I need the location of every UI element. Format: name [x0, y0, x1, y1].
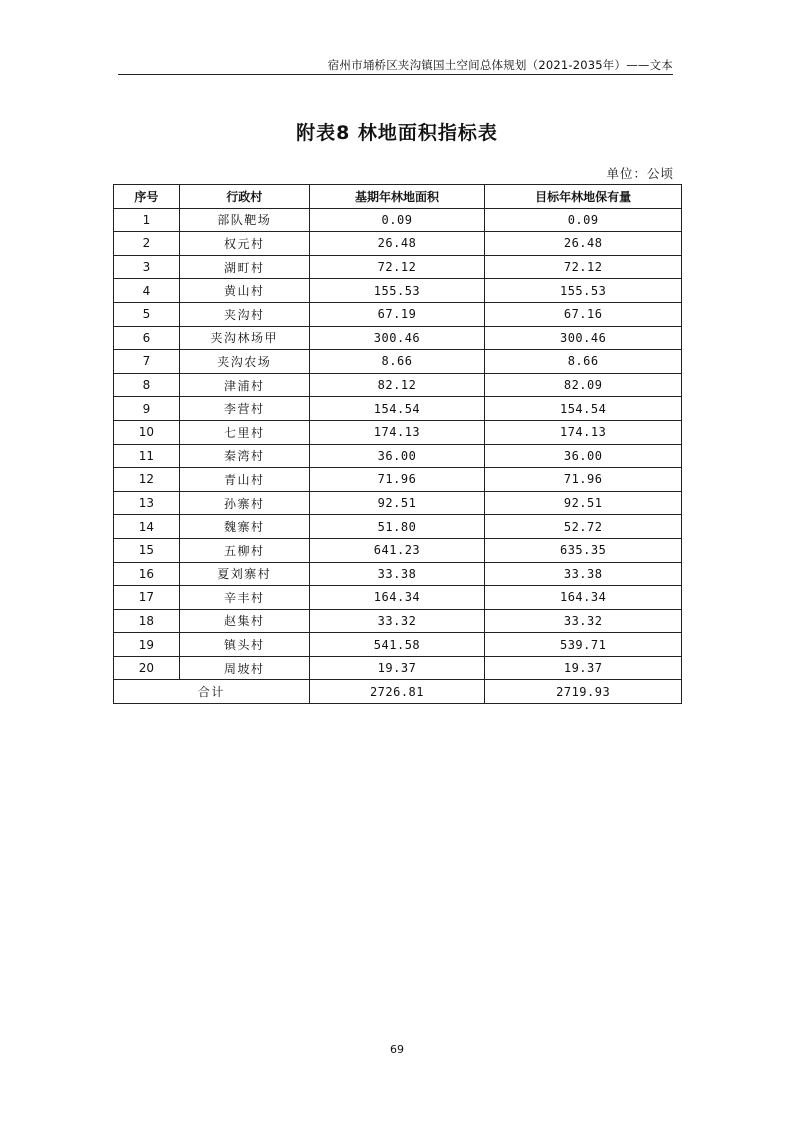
row-village-name: 孙寨村 — [179, 491, 309, 515]
row-number: 3 — [114, 255, 180, 279]
row-village-name: 魏寨村 — [179, 515, 309, 539]
row-base-area: 92.51 — [309, 491, 485, 515]
row-base-area: 67.19 — [309, 302, 485, 326]
row-target-area: 0.09 — [485, 208, 682, 232]
row-target-area: 539.71 — [485, 633, 682, 657]
row-base-area: 174.13 — [309, 420, 485, 444]
row-base-area: 33.38 — [309, 562, 485, 586]
table-row — [114, 373, 682, 397]
total-label: 合计 — [114, 680, 310, 704]
table-header-row — [114, 185, 682, 209]
row-village-name: 湖町村 — [179, 255, 309, 279]
row-village-name: 权元村 — [179, 232, 309, 256]
total-base-area: 2726.81 — [309, 680, 485, 704]
table-row — [114, 586, 682, 610]
column-header-village: 行政村 — [179, 185, 309, 209]
row-village-name: 七里村 — [179, 420, 309, 444]
row-number: 15 — [114, 538, 180, 562]
row-base-area: 72.12 — [309, 255, 485, 279]
table-body — [114, 208, 682, 680]
row-village-name: 青山村 — [179, 468, 309, 492]
row-base-area: 300.46 — [309, 326, 485, 350]
row-number: 2 — [114, 232, 180, 256]
row-number: 20 — [114, 656, 180, 680]
table-row — [114, 444, 682, 468]
table-row — [114, 515, 682, 539]
header-rule — [118, 74, 673, 75]
row-target-area: 71.96 — [485, 468, 682, 492]
row-target-area: 8.66 — [485, 350, 682, 374]
row-number: 19 — [114, 633, 180, 657]
row-target-area: 174.13 — [485, 420, 682, 444]
row-base-area: 154.54 — [309, 397, 485, 421]
row-number: 18 — [114, 609, 180, 633]
table-row — [114, 538, 682, 562]
forest-area-table — [113, 184, 682, 704]
row-number: 5 — [114, 302, 180, 326]
row-number: 12 — [114, 468, 180, 492]
row-target-area: 33.38 — [485, 562, 682, 586]
row-village-name: 镇头村 — [179, 633, 309, 657]
row-base-area: 36.00 — [309, 444, 485, 468]
row-village-name: 辛丰村 — [179, 586, 309, 610]
row-number: 7 — [114, 350, 180, 374]
row-number: 14 — [114, 515, 180, 539]
row-target-area: 155.53 — [485, 279, 682, 303]
unit-label: 单位：公顷 — [606, 166, 674, 181]
row-village-name: 秦湾村 — [179, 444, 309, 468]
row-village-name: 赵集村 — [179, 609, 309, 633]
table-row — [114, 609, 682, 633]
row-number: 4 — [114, 279, 180, 303]
table-row — [114, 397, 682, 421]
row-target-area: 67.16 — [485, 302, 682, 326]
row-village-name: 周坡村 — [179, 656, 309, 680]
row-base-area: 82.12 — [309, 373, 485, 397]
row-base-area: 8.66 — [309, 350, 485, 374]
row-number: 9 — [114, 397, 180, 421]
column-header-no: 序号 — [114, 185, 180, 209]
row-target-area: 26.48 — [485, 232, 682, 256]
row-number: 10 — [114, 420, 180, 444]
column-header-base-area: 基期年林地面积 — [309, 185, 485, 209]
table-row — [114, 468, 682, 492]
row-village-name: 夹沟农场 — [179, 350, 309, 374]
row-village-name: 夏刘寨村 — [179, 562, 309, 586]
row-village-name: 黄山村 — [179, 279, 309, 303]
row-target-area: 164.34 — [485, 586, 682, 610]
table-row — [114, 562, 682, 586]
row-target-area: 19.37 — [485, 656, 682, 680]
row-village-name: 部队靶场 — [179, 208, 309, 232]
row-base-area: 0.09 — [309, 208, 485, 232]
row-number: 13 — [114, 491, 180, 515]
row-number: 16 — [114, 562, 180, 586]
row-number: 8 — [114, 373, 180, 397]
table-row — [114, 255, 682, 279]
table-row — [114, 350, 682, 374]
row-target-area: 82.09 — [485, 373, 682, 397]
total-target-area: 2719.93 — [485, 680, 682, 704]
row-village-name: 津浦村 — [179, 373, 309, 397]
row-target-area: 300.46 — [485, 326, 682, 350]
table-row — [114, 232, 682, 256]
page-number: 69 — [390, 1043, 404, 1056]
row-target-area: 33.32 — [485, 609, 682, 633]
row-base-area: 155.53 — [309, 279, 485, 303]
table-row — [114, 420, 682, 444]
row-village-name: 五柳村 — [179, 538, 309, 562]
row-base-area: 164.34 — [309, 586, 485, 610]
table-row — [114, 491, 682, 515]
row-base-area: 19.37 — [309, 656, 485, 680]
row-number: 17 — [114, 586, 180, 610]
row-base-area: 51.80 — [309, 515, 485, 539]
row-village-name: 李营村 — [179, 397, 309, 421]
row-base-area: 541.58 — [309, 633, 485, 657]
table-row — [114, 326, 682, 350]
row-number: 11 — [114, 444, 180, 468]
table-row — [114, 208, 682, 232]
row-target-area: 72.12 — [485, 255, 682, 279]
row-base-area: 33.32 — [309, 609, 485, 633]
row-target-area: 92.51 — [485, 491, 682, 515]
table-row — [114, 656, 682, 680]
table-row — [114, 633, 682, 657]
row-base-area: 71.96 — [309, 468, 485, 492]
row-base-area: 26.48 — [309, 232, 485, 256]
running-header: 宿州市埇桥区夹沟镇国土空间总体规划（2021-2035年）——文本 — [327, 58, 673, 72]
row-target-area: 635.35 — [485, 538, 682, 562]
row-village-name: 夹沟林场甲 — [179, 326, 309, 350]
row-number: 1 — [114, 208, 180, 232]
row-target-area: 154.54 — [485, 397, 682, 421]
table-row — [114, 279, 682, 303]
column-header-target-area: 目标年林地保有量 — [485, 185, 682, 209]
row-number: 6 — [114, 326, 180, 350]
table-title: 附表8 林地面积指标表 — [296, 122, 498, 144]
table-total-row — [114, 680, 682, 704]
row-village-name: 夹沟村 — [179, 302, 309, 326]
row-target-area: 52.72 — [485, 515, 682, 539]
table-row — [114, 302, 682, 326]
row-target-area: 36.00 — [485, 444, 682, 468]
row-base-area: 641.23 — [309, 538, 485, 562]
